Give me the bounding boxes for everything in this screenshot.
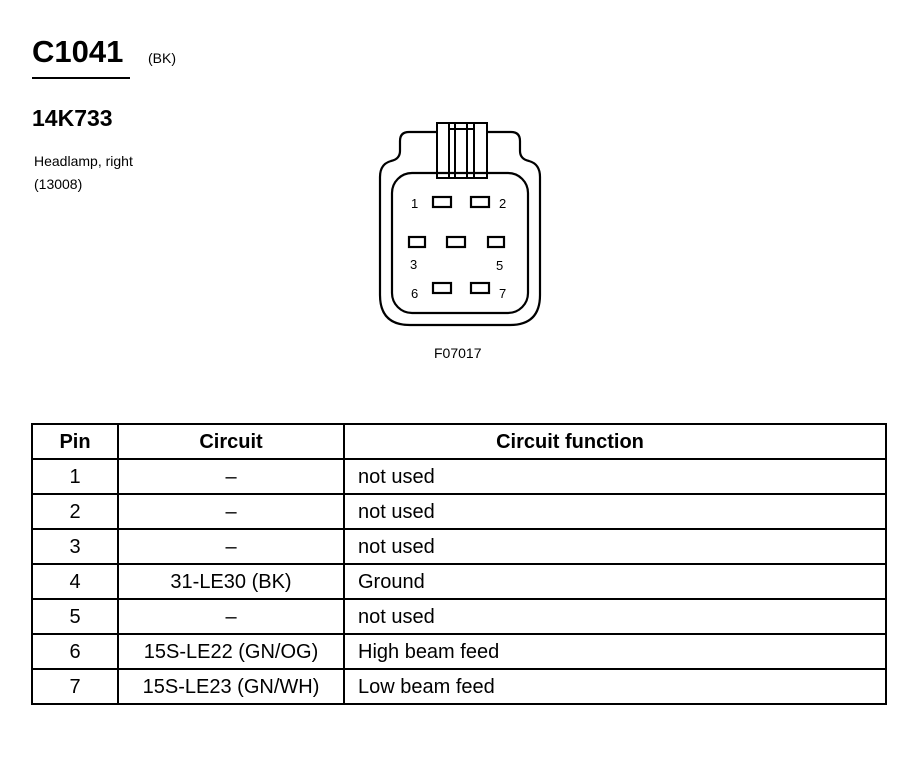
cell-pin: 4: [32, 564, 118, 599]
cell-function: Low beam feed: [344, 669, 886, 704]
pin-cavity-1: [433, 197, 451, 207]
pin-cavity-3: [409, 237, 425, 247]
pin-assignment-table: [31, 423, 887, 705]
cell-pin: 3: [32, 529, 118, 564]
cell-circuit: –: [118, 459, 344, 494]
connector-housing-outer: [380, 132, 540, 325]
pin-label-1: 1: [411, 196, 419, 211]
component-code: (13008): [34, 176, 83, 192]
cell-function: High beam feed: [344, 634, 886, 669]
pin-label-6: 6: [411, 286, 419, 301]
cell-pin: 2: [32, 494, 118, 529]
table-row: [32, 529, 886, 564]
header-circuit-function: Circuit function: [344, 424, 886, 459]
cell-function: not used: [344, 459, 886, 494]
cell-circuit: 31-LE30 (BK): [118, 564, 344, 599]
cell-function: not used: [344, 529, 886, 564]
header-circuit: Circuit: [118, 424, 344, 459]
pin-label-2: 2: [499, 196, 507, 211]
part-number: 14K733: [32, 105, 113, 131]
cell-function: not used: [344, 599, 886, 634]
pin-label-5: 5: [496, 258, 504, 273]
cell-circuit: 15S-LE22 (GN/OG): [118, 634, 344, 669]
pin-cavity-4: [447, 237, 465, 247]
cell-pin: 6: [32, 634, 118, 669]
pin-cavities: [409, 196, 507, 293]
cell-function: not used: [344, 494, 886, 529]
cell-pin: 7: [32, 669, 118, 704]
table-row: [32, 459, 886, 494]
pin-cavity-7: [471, 283, 489, 293]
connector-color-code: (BK): [148, 50, 176, 66]
pin-cavity-6: [433, 283, 451, 293]
pin-cavity-5: [488, 237, 504, 247]
cell-pin: 1: [32, 459, 118, 494]
figure-id: F07017: [434, 345, 482, 361]
cell-pin: 5: [32, 599, 118, 634]
connector-face-diagram: [375, 115, 545, 340]
table-row: [32, 564, 886, 599]
cell-circuit: –: [118, 529, 344, 564]
connector-id: C1041: [32, 34, 124, 69]
locking-tab: [437, 123, 487, 178]
pin-label-7: 7: [499, 286, 507, 301]
table-row: [32, 494, 886, 529]
component-name: Headlamp, right: [34, 153, 133, 169]
table-header-row: [32, 424, 886, 459]
table-row: [32, 634, 886, 669]
table-row: [32, 599, 886, 634]
connector-id-underline: [32, 77, 130, 79]
pin-label-3: 3: [410, 257, 418, 272]
pin-cavity-2: [471, 197, 489, 207]
cell-circuit: –: [118, 494, 344, 529]
table-row: [32, 669, 886, 704]
cell-function: Ground: [344, 564, 886, 599]
cell-circuit: –: [118, 599, 344, 634]
header-pin: Pin: [32, 424, 118, 459]
cell-circuit: 15S-LE23 (GN/WH): [118, 669, 344, 704]
